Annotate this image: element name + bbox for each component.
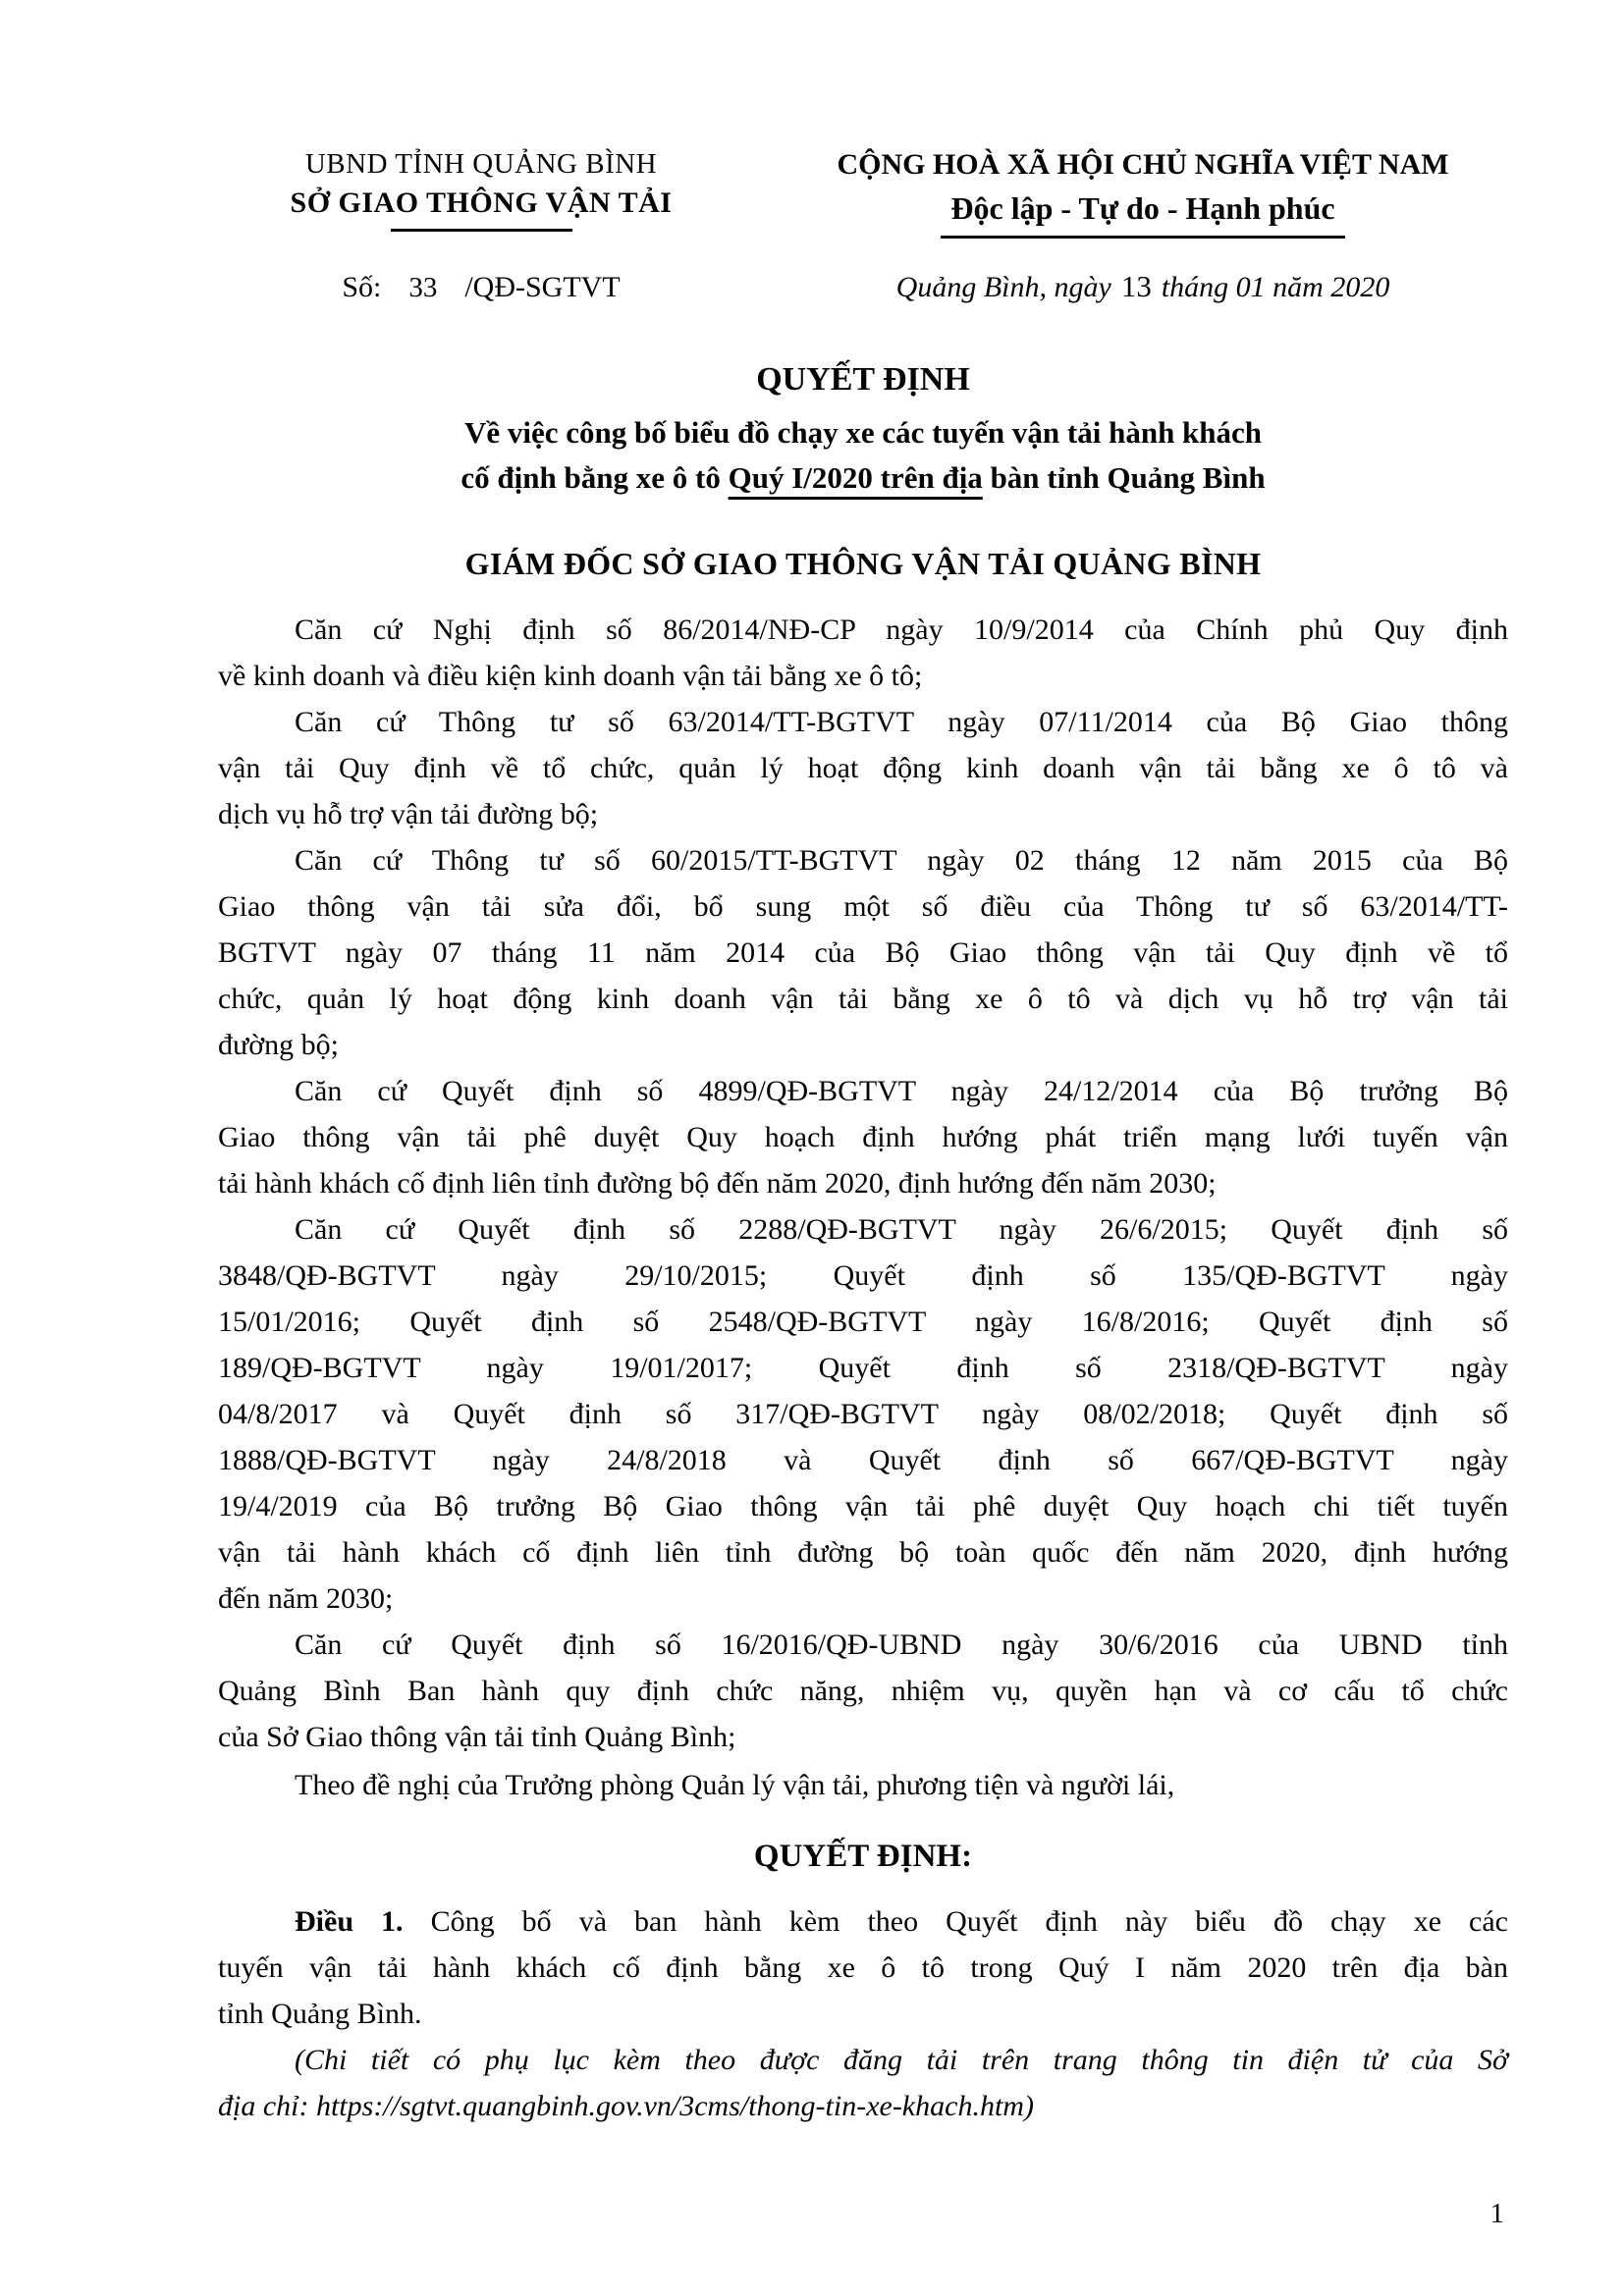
text-line: chức, quản lý hoạt động kinh doanh vận tải bằng xe ô tô và dịch vụ hỗ trợ vận tải	[218, 983, 1508, 1015]
doc-number-value: 33	[408, 272, 438, 303]
org-underline	[391, 229, 572, 232]
text-line: tỉnh Quảng Bình.	[218, 1998, 422, 2030]
date-rest: tháng 01 năm 2020	[1161, 271, 1390, 303]
citation-paragraph-2	[218, 699, 1508, 837]
text-line: tải hành khách cố định liên tỉnh đường bộ đến năm 2020, định hướng đến năm 2030;	[218, 1167, 1217, 1200]
citation-paragraph-5	[218, 1206, 1508, 1622]
national-header-block	[778, 145, 1508, 239]
text-line: của Sở Giao thông vận tải tỉnh Quảng Bình;	[218, 1721, 736, 1753]
attachment-note	[218, 2037, 1508, 2129]
issuer-heading: GIÁM ĐỐC SỞ GIAO THÔNG VẬN TẢI QUẢNG BÌNH	[464, 546, 1262, 581]
doc-kind-title: QUYẾT ĐỊNH	[756, 361, 970, 398]
text-line: tuyến vận tải hành khách cố định bằng xe ô tô trong Quý I năm 2020 trên địa bàn	[218, 1951, 1508, 1984]
doc-subject-line1: Về việc công bố biểu đồ chạy xe các tuyến vận tải hành khách	[463, 415, 1263, 450]
text-line: 1888/QĐ-BGTVT ngày 24/8/2018 và Quyết định số 667/QĐ-BGTVT ngày	[218, 1444, 1508, 1476]
text-line: Căn cứ Nghị định số 86/2014/NĐ-CP ngày 10/9/2014 của Chính phủ Quy định	[295, 614, 1508, 646]
text-line: Căn cứ Quyết định số 4899/QĐ-BGTVT ngày 24/12/2014 của Bộ trưởng Bộ	[295, 1075, 1508, 1107]
doc-subject-line2	[218, 455, 1508, 501]
text-line: Giao thông vận tải phê duyệt Quy hoạch định hướng phát triển mạng lưới tuyến vận	[218, 1121, 1508, 1153]
article-lead: Điều 1.	[295, 1905, 404, 1938]
text-line: vận tải hành khách cố định liên tỉnh đường bộ toàn quốc đến năm 2020, định hướng	[218, 1536, 1508, 1569]
org-name: SỞ GIAO THÔNG VẬN TẢI	[290, 187, 673, 219]
document-body	[218, 607, 1508, 2129]
text-line: Giao thông vận tải sửa đổi, bổ sung một số điều của Thông tư số 63/2014/TT-	[218, 890, 1508, 923]
date-place: Quảng Bình, ngày	[895, 271, 1111, 303]
text-line: Căn cứ Thông tư số 63/2014/TT-BGTVT ngày 07/11/2014 của Bộ Giao thông	[295, 706, 1508, 738]
document-header	[218, 145, 1508, 239]
subject-line2-underlined: Quý I/2020 trên địa	[728, 460, 983, 495]
text-line: đến năm 2030;	[218, 1582, 394, 1615]
text-line: Căn cứ Quyết định số 2288/QĐ-BGTVT ngày 26/6/2015; Quyết định số	[295, 1213, 1508, 1246]
text-line: 189/QĐ-BGTVT ngày 19/01/2017; Quyết định số 2318/QĐ-BGTVT ngày	[218, 1352, 1508, 1384]
text-line: Căn cứ Thông tư số 60/2015/TT-BGTVT ngày 02 tháng 12 năm 2015 của Bộ	[295, 844, 1508, 877]
text-line: đường bộ;	[218, 1029, 339, 1061]
text-line: (Chi tiết có phụ lục kèm theo được đăng tải trên trang thông tin điện tử của Sở	[295, 2044, 1508, 2076]
text-line: vận tải Quy định về tổ chức, quản lý hoạt động kinh doanh vận tải bằng xe ô tô và	[218, 752, 1508, 784]
document-meta-row	[218, 266, 1508, 308]
issuing-org-block	[245, 145, 717, 232]
doc-number-suffix: /QĐ-SGTVT	[464, 271, 621, 303]
text-line: Theo đề nghị của Trưởng phòng Quản lý vận tải, phương tiện và người lái,	[295, 1769, 1175, 1801]
text-line: 3848/QĐ-BGTVT ngày 29/10/2015; Quyết định số 135/QĐ-BGTVT ngày	[218, 1259, 1508, 1292]
citation-paragraph-6	[218, 1622, 1508, 1760]
national-motto-wrap	[778, 187, 1508, 239]
citation-paragraph-3	[218, 837, 1508, 1068]
article-1-paragraph	[218, 1898, 1508, 2037]
text-line: địa chỉ: https://sgtvt.quangbinh.gov.vn/3cms/thong-tin-xe-khach.htm)	[218, 2090, 1034, 2122]
national-title: CỘNG HOÀ XÃ HỘI CHỦ NGHĨA VIỆT NAM	[837, 148, 1449, 181]
doc-number-label: Số:	[342, 271, 382, 303]
doc-date-line	[778, 266, 1508, 308]
text-line: 04/8/2017 và Quyết định số 317/QĐ-BGTVT ngày 08/02/2018; Quyết định số	[218, 1398, 1508, 1430]
decision-heading: QUYẾT ĐỊNH:	[753, 1839, 973, 1874]
text-line: 19/4/2019 của Bộ trưởng Bộ Giao thông vận tải phê duyệt Quy hoạch chi tiết tuyến	[218, 1490, 1508, 1522]
citation-paragraph-4	[218, 1068, 1508, 1206]
text-line: dịch vụ hỗ trợ vận tải đường bộ;	[218, 798, 599, 830]
text-line: Điều 1. Công bố và ban hành kèm theo Quyết định này biểu đồ chạy xe các	[295, 1905, 1509, 1938]
text-line: về kinh doanh và điều kiện kinh doanh vận tải bằng xe ô tô;	[218, 660, 923, 692]
org-parent: UBND TỈNH QUẢNG BÌNH	[304, 148, 658, 180]
date-day-number: 13	[1120, 269, 1152, 303]
doc-number-line	[245, 267, 717, 308]
subject-line2-post: bàn tỉnh Quảng Bình	[982, 460, 1266, 495]
national-motto: Độc lập - Tự do - Hạnh phúc	[941, 187, 1344, 239]
subject-line2-pre: cố định bằng xe ô tô	[460, 460, 729, 495]
text-line: 15/01/2016; Quyết định số 2548/QĐ-BGTVT ngày 16/8/2016; Quyết định số	[218, 1306, 1508, 1338]
citation-paragraph-1	[218, 607, 1508, 699]
text-line: Quảng Bình Ban hành quy định chức năng, nhiệm vụ, quyền hạn và cơ cấu tổ chức	[218, 1675, 1508, 1707]
page-number: 1	[1489, 2198, 1504, 2229]
text-line: BGTVT ngày 07 tháng 11 năm 2014 của Bộ Giao thông vận tải Quy định về tổ	[218, 936, 1508, 969]
proposal-paragraph	[218, 1762, 1508, 1808]
text-line: Căn cứ Quyết định số 16/2016/QĐ-UBND ngày 30/6/2016 của UBND tỉnh	[295, 1629, 1508, 1661]
